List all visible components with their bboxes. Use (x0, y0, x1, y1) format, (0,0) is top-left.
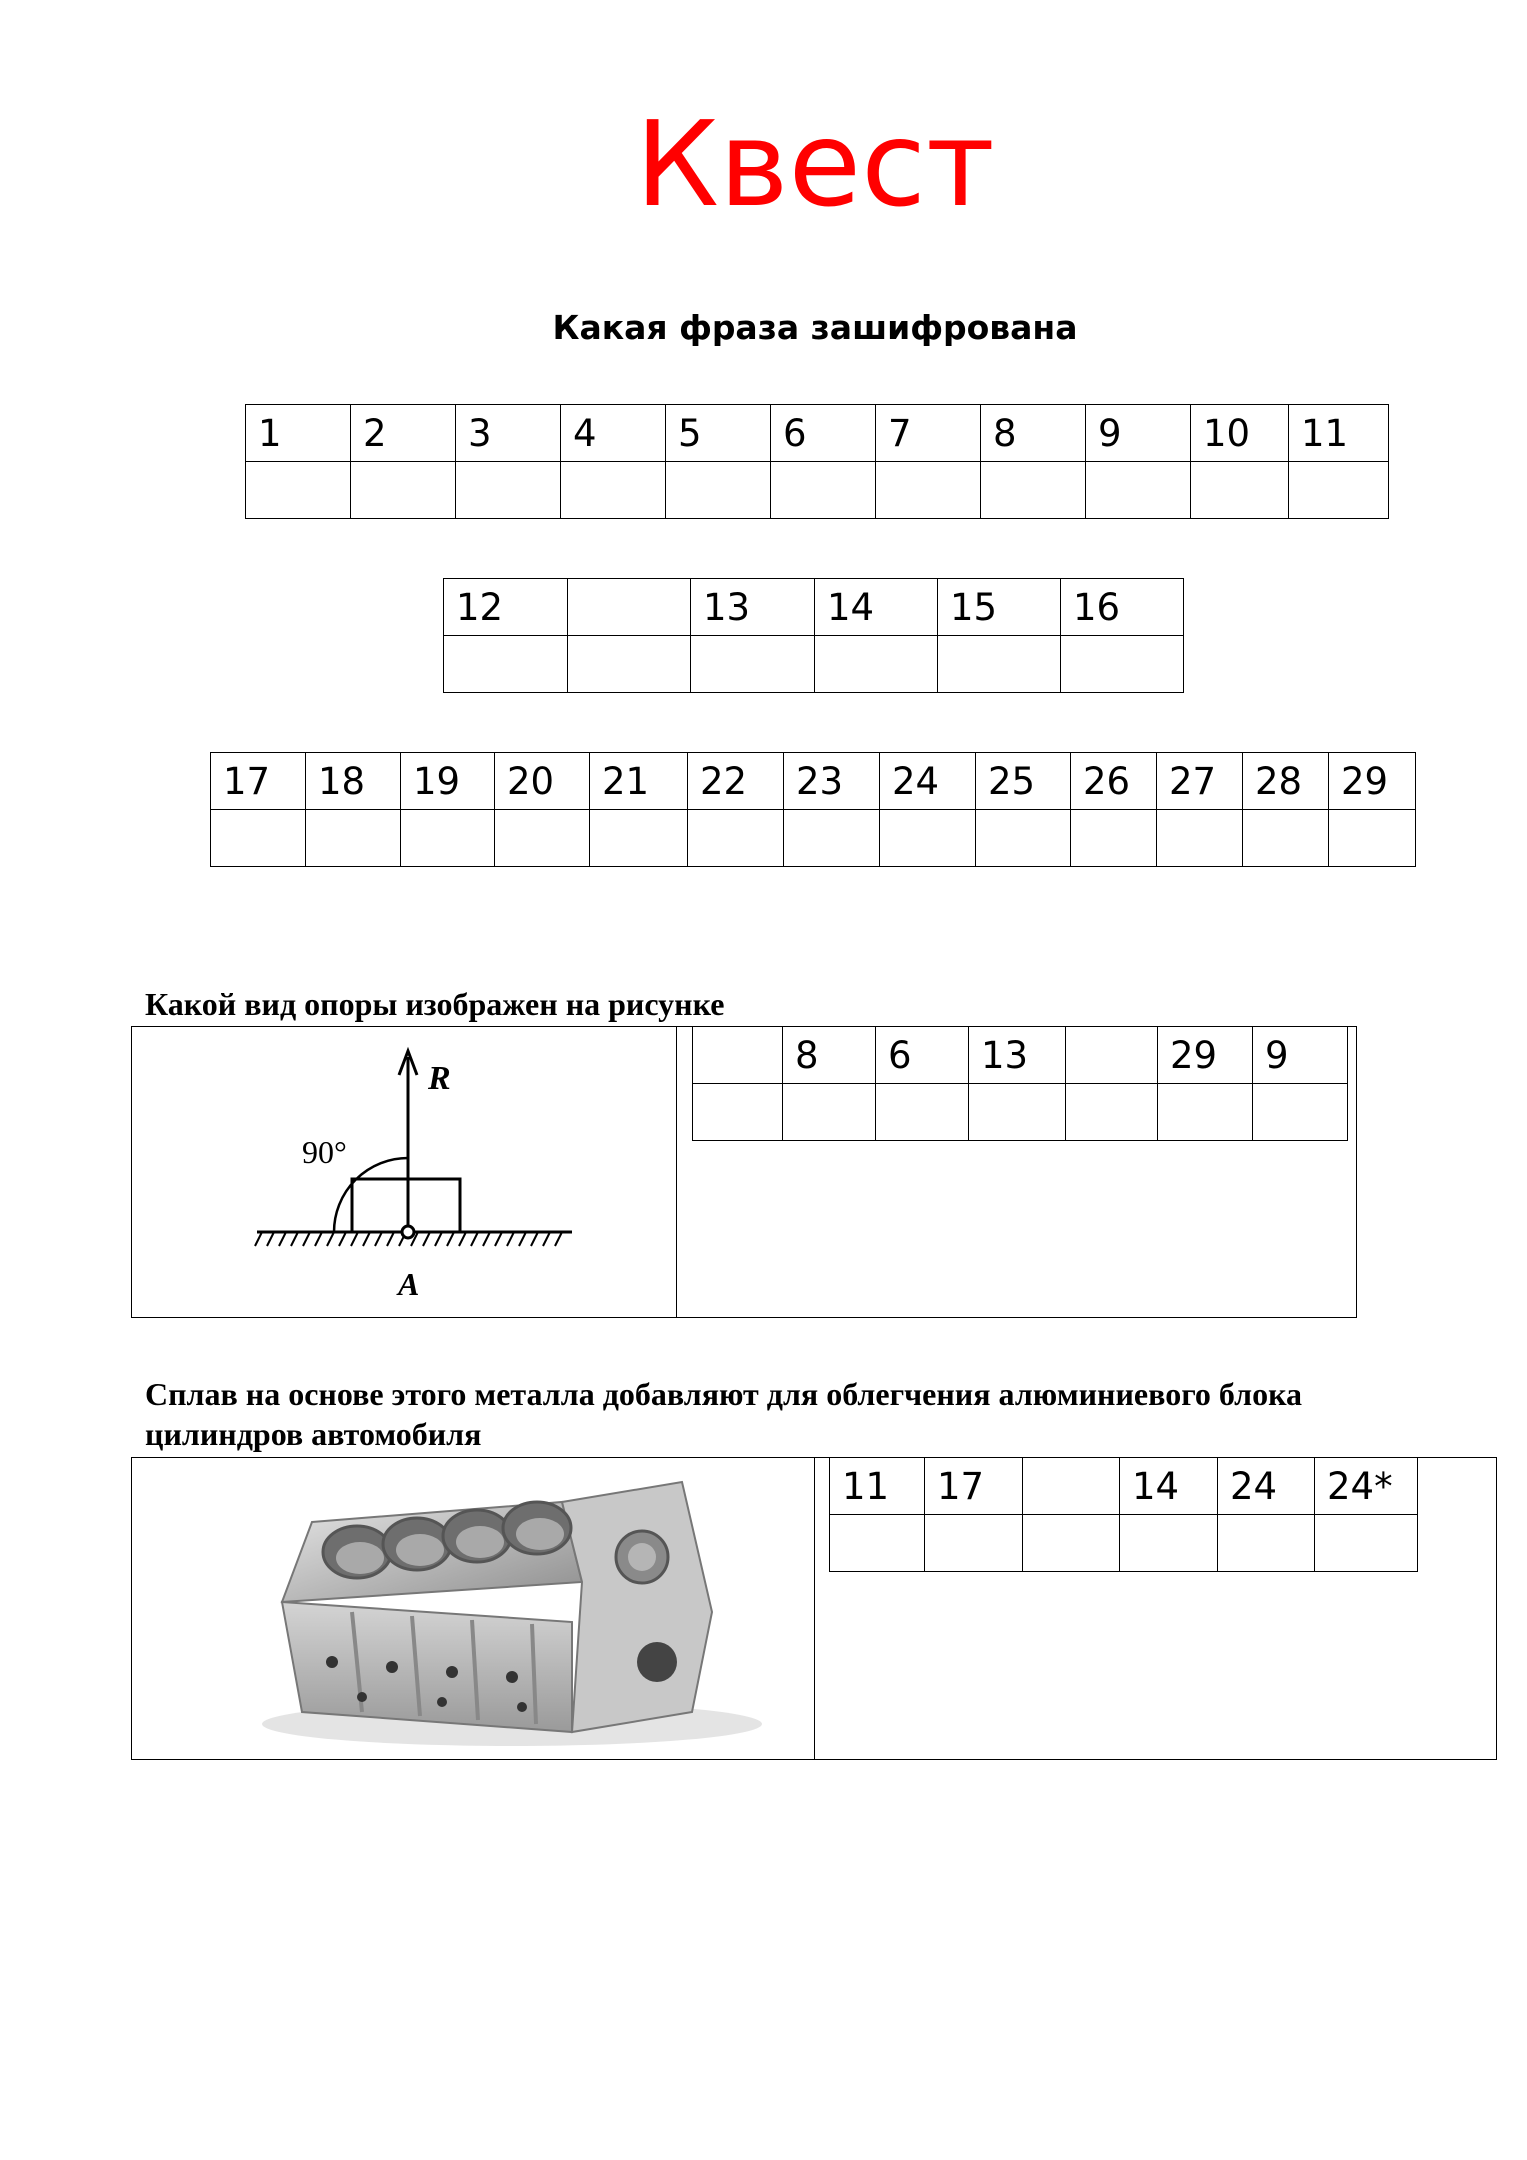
cipher-table-row3 (210, 752, 1416, 867)
answer-cell[interactable] (401, 810, 495, 867)
number-cell: 29 (1329, 753, 1416, 810)
answer-cell[interactable] (246, 462, 351, 519)
number-cell: 21 (590, 753, 688, 810)
number-row (830, 1458, 1418, 1515)
number-cell: 25 (976, 753, 1071, 810)
answer-row (693, 1084, 1348, 1141)
number-cell (568, 579, 691, 636)
number-row (211, 753, 1416, 810)
answer-cell[interactable] (1066, 1084, 1158, 1141)
cipher-table-row1 (245, 404, 1389, 519)
answer-cell[interactable] (456, 462, 561, 519)
answer-cell[interactable] (568, 636, 691, 693)
number-cell: 17 (211, 753, 306, 810)
number-cell: 11 (830, 1458, 925, 1515)
page-title: Квест (635, 95, 995, 233)
force-label: R (428, 1060, 451, 1097)
number-cell: 9 (1086, 405, 1191, 462)
cipher-table-row2 (443, 578, 1184, 693)
answer-cell[interactable] (1218, 1515, 1315, 1572)
number-cell: 26 (1071, 753, 1157, 810)
answer-cell[interactable] (1061, 636, 1184, 693)
number-cell: 8 (783, 1027, 876, 1084)
number-cell (1023, 1458, 1120, 1515)
number-cell: 23 (784, 753, 880, 810)
cipher-question: Какая фраза зашифрована (552, 308, 1078, 347)
number-cell: 4 (561, 405, 666, 462)
answer-cell[interactable] (561, 462, 666, 519)
frame-divider (814, 1458, 815, 1759)
answer-row (444, 636, 1184, 693)
answer-cell[interactable] (1243, 810, 1329, 867)
number-cell: 5 (666, 405, 771, 462)
number-cell: 6 (876, 1027, 969, 1084)
number-cell: 7 (876, 405, 981, 462)
number-cell (693, 1027, 783, 1084)
answer-cell[interactable] (211, 810, 306, 867)
answer-cell[interactable] (1315, 1515, 1418, 1572)
number-cell: 18 (306, 753, 401, 810)
number-cell: 9 (1253, 1027, 1348, 1084)
alloy-answer-table (829, 1457, 1418, 1572)
number-cell: 29 (1158, 1027, 1253, 1084)
answer-cell[interactable] (1157, 810, 1243, 867)
answer-cell[interactable] (495, 810, 590, 867)
answer-row (246, 462, 1389, 519)
number-cell: 16 (1061, 579, 1184, 636)
number-cell: 14 (1120, 1458, 1218, 1515)
answer-cell[interactable] (783, 1084, 876, 1141)
number-cell: 1 (246, 405, 351, 462)
answer-cell[interactable] (1158, 1084, 1253, 1141)
number-cell (1066, 1027, 1158, 1084)
answer-cell[interactable] (876, 462, 981, 519)
number-cell: 13 (969, 1027, 1066, 1084)
number-cell: 19 (401, 753, 495, 810)
answer-cell[interactable] (666, 462, 771, 519)
answer-cell[interactable] (1071, 810, 1157, 867)
answer-cell[interactable] (1120, 1515, 1218, 1572)
answer-cell[interactable] (1289, 462, 1389, 519)
support-question: Какой вид опоры изображен на рисунке (145, 986, 725, 1022)
engine-block-image (242, 1462, 772, 1757)
answer-cell[interactable] (306, 810, 401, 867)
number-cell: 13 (691, 579, 815, 636)
number-cell: 12 (444, 579, 568, 636)
answer-cell[interactable] (830, 1515, 925, 1572)
answer-cell[interactable] (876, 1084, 969, 1141)
answer-cell[interactable] (1191, 462, 1289, 519)
answer-cell[interactable] (590, 810, 688, 867)
angle-label: 90° (302, 1134, 347, 1170)
answer-cell[interactable] (444, 636, 568, 693)
answer-cell[interactable] (1329, 810, 1416, 867)
answer-cell[interactable] (880, 810, 976, 867)
number-cell: 22 (688, 753, 784, 810)
answer-cell[interactable] (925, 1515, 1023, 1572)
number-cell: 8 (981, 405, 1086, 462)
number-cell: 2 (351, 405, 456, 462)
answer-cell[interactable] (815, 636, 938, 693)
answer-cell[interactable] (1253, 1084, 1348, 1141)
answer-cell[interactable] (981, 462, 1086, 519)
number-cell: 27 (1157, 753, 1243, 810)
answer-cell[interactable] (771, 462, 876, 519)
number-cell: 24 (880, 753, 976, 810)
number-cell: 24* (1315, 1458, 1418, 1515)
number-cell: 14 (815, 579, 938, 636)
number-cell: 24 (1218, 1458, 1315, 1515)
answer-cell[interactable] (1023, 1515, 1120, 1572)
number-cell: 20 (495, 753, 590, 810)
answer-cell[interactable] (784, 810, 880, 867)
support-answer-table (692, 1026, 1348, 1141)
number-row (693, 1027, 1348, 1084)
number-cell: 17 (925, 1458, 1023, 1515)
answer-cell[interactable] (688, 810, 784, 867)
number-cell: 15 (938, 579, 1061, 636)
answer-cell[interactable] (691, 636, 815, 693)
frame-divider (676, 1027, 677, 1317)
answer-cell[interactable] (976, 810, 1071, 867)
number-row (444, 579, 1184, 636)
answer-cell[interactable] (969, 1084, 1066, 1141)
support-diagram (252, 1037, 582, 1312)
answer-row (211, 810, 1416, 867)
alloy-question-line2: цилиндров автомобиля (145, 1416, 482, 1452)
number-cell: 3 (456, 405, 561, 462)
number-cell: 6 (771, 405, 876, 462)
answer-cell[interactable] (938, 636, 1061, 693)
answer-cell[interactable] (693, 1084, 783, 1141)
point-label: A (398, 1266, 420, 1302)
answer-row (830, 1515, 1418, 1572)
number-cell: 10 (1191, 405, 1289, 462)
number-cell: 11 (1289, 405, 1389, 462)
number-row (246, 405, 1389, 462)
answer-cell[interactable] (1086, 462, 1191, 519)
answer-cell[interactable] (351, 462, 456, 519)
alloy-question-line1: Сплав на основе этого металла добавляют для облегчения алюминиевого блока (145, 1376, 1303, 1412)
number-cell: 28 (1243, 753, 1329, 810)
